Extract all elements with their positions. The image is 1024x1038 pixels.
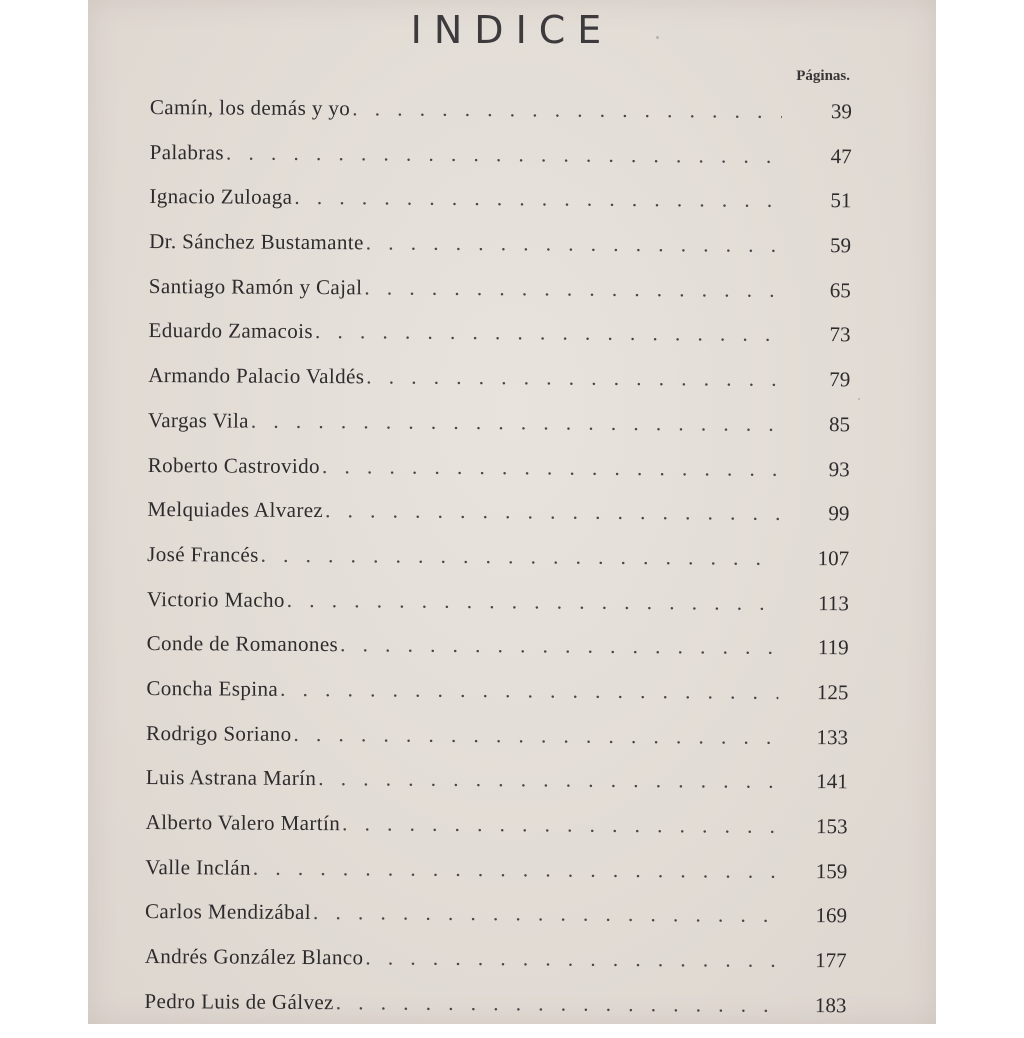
entry-page-number: 177 — [815, 948, 847, 973]
dot-leader — [293, 722, 778, 750]
page-title: INDICE — [410, 8, 614, 52]
dot-leader — [280, 677, 778, 705]
entry-title: Eduardo Zamacois — [148, 318, 314, 344]
entry-title: Camín, los demás y yo — [149, 95, 351, 121]
entry-page-number: 73 — [829, 322, 851, 347]
dot-leader — [226, 140, 782, 168]
entry-page-number: 93 — [828, 456, 850, 481]
entry-title: Luis Astrana Marín — [145, 765, 317, 791]
entry-page-number: 59 — [830, 233, 852, 258]
dot-leader — [294, 185, 781, 213]
dot-leader — [315, 319, 781, 347]
entry-page-number: 113 — [818, 590, 849, 615]
entry-title: Alberto Valero Martín — [145, 809, 341, 836]
entry-title: Roberto Castrovido — [147, 452, 321, 478]
toc-entry — [149, 140, 851, 189]
entry-page-number: 141 — [816, 769, 848, 794]
entry-title: Andrés González Blanco — [144, 944, 364, 970]
entry-title: Santiago Ramón y Cajal — [148, 273, 363, 300]
entry-title: Rodrigo Soriano — [146, 720, 292, 746]
dot-leader — [313, 900, 777, 928]
entry-title: Ignacio Zuloaga — [149, 184, 293, 210]
entry-page-number: 107 — [817, 545, 850, 571]
paper-speck — [858, 398, 860, 400]
toc-entry — [146, 676, 848, 725]
dot-leader — [352, 96, 782, 124]
dot-leader — [261, 543, 780, 571]
dot-leader — [318, 766, 778, 794]
dot-leader — [364, 275, 781, 303]
entry-title: Carlos Mendizábal — [144, 899, 312, 925]
entry-page-number: 169 — [815, 903, 848, 928]
dot-leader — [287, 587, 779, 615]
toc-entry — [146, 631, 848, 680]
dot-leader — [340, 632, 779, 660]
toc-entry — [148, 318, 850, 367]
entry-title: Melquiades Alvarez — [147, 497, 324, 523]
toc-entry — [150, 95, 852, 144]
toc-entry — [149, 274, 851, 323]
entry-title: Victorio Macho — [146, 586, 285, 612]
toc-entry — [148, 408, 850, 457]
toc-entry — [146, 765, 848, 814]
dot-leader — [336, 990, 777, 1018]
table-of-contents — [144, 95, 852, 1038]
dot-leader — [365, 945, 776, 973]
entry-page-number: 183 — [814, 992, 847, 1018]
entry-page-number: 39 — [830, 99, 852, 124]
dot-leader — [253, 855, 777, 883]
toc-entry — [148, 363, 850, 412]
entry-title: Conde de Romanones — [146, 631, 339, 657]
entry-title: Dr. Sánchez Bustamante — [149, 229, 364, 255]
entry-page-number: 153 — [815, 814, 848, 839]
dot-leader — [251, 408, 780, 436]
dot-leader — [325, 498, 779, 526]
toc-entry — [145, 810, 847, 859]
entry-page-number: 99 — [828, 501, 850, 526]
toc-entry — [147, 587, 849, 636]
entry-page-number: 79 — [829, 367, 851, 392]
entry-title: Valle Inclán — [145, 854, 252, 880]
entry-page-number: 159 — [815, 858, 848, 883]
entry-title: Concha Espina — [146, 675, 279, 701]
toc-entry — [144, 989, 846, 1038]
dot-leader — [322, 454, 780, 482]
dot-leader — [366, 364, 780, 392]
dot-leader — [366, 230, 781, 258]
book-page — [88, 0, 936, 1024]
toc-entry — [147, 542, 849, 591]
entry-title: Pedro Luis de Gálvez — [144, 988, 334, 1014]
entry-page-number: 47 — [830, 143, 852, 168]
entry-page-number: 133 — [816, 724, 849, 749]
entry-title: Vargas Vila — [147, 407, 250, 433]
entry-page-number: 51 — [830, 188, 852, 213]
entry-page-number: 85 — [828, 411, 851, 437]
toc-entry — [148, 452, 850, 501]
entry-title: José Francés — [147, 541, 259, 567]
entry-page-number: 65 — [829, 277, 851, 303]
entry-page-number: 119 — [817, 635, 849, 660]
toc-entry — [149, 229, 851, 278]
entry-page-number: 125 — [816, 680, 849, 705]
pages-column-header: Páginas. — [796, 68, 850, 84]
entry-title: Palabras — [149, 139, 225, 165]
toc-entry — [146, 721, 848, 770]
dot-leader — [342, 811, 778, 839]
toc-entry — [147, 497, 849, 546]
toc-entry — [145, 944, 847, 993]
toc-entry — [145, 899, 847, 948]
toc-entry — [149, 184, 851, 233]
entry-title: Armando Palacio Valdés — [148, 363, 365, 389]
toc-entry — [145, 855, 847, 904]
